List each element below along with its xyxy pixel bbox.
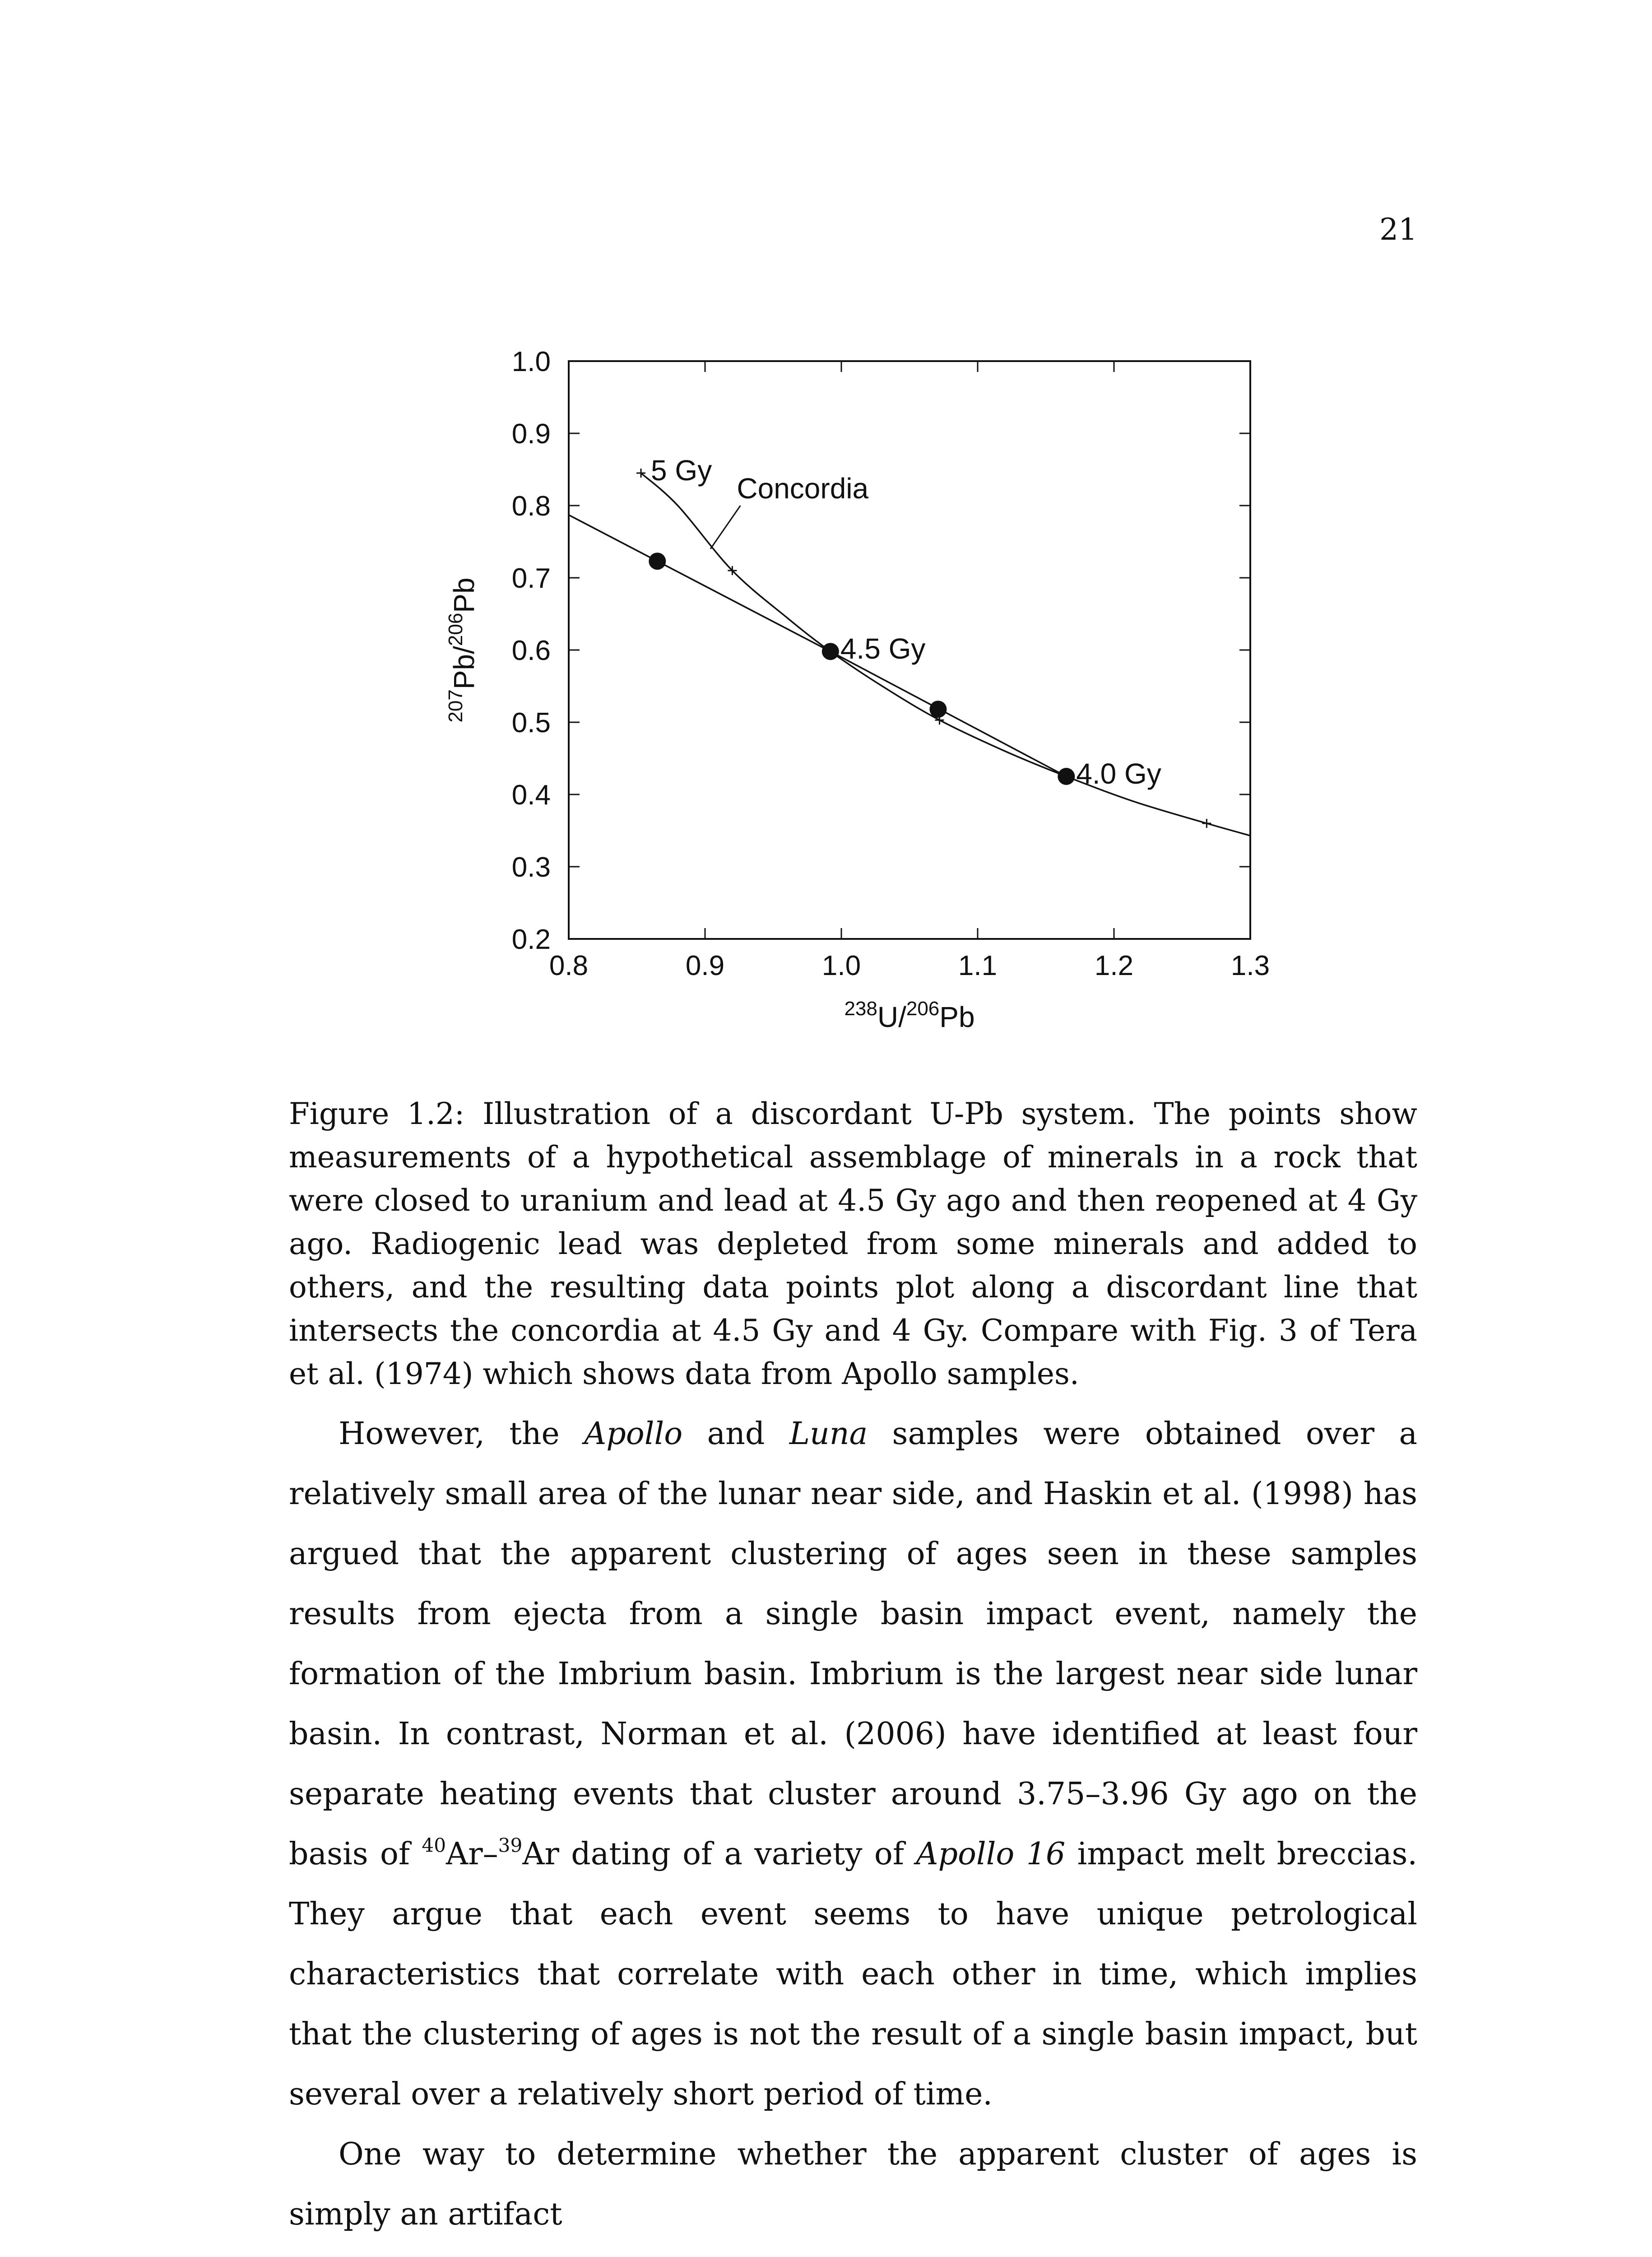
discordia-line xyxy=(569,515,1066,776)
x-tick-label-5: 1.3 xyxy=(1230,950,1270,981)
x-axis-label xyxy=(844,998,974,1033)
data-point-2 xyxy=(929,701,947,718)
y-label-sup-2: 206 xyxy=(445,613,467,646)
x-label-base-1: U/ xyxy=(877,1001,906,1033)
y-tick-label-4: 0.6 xyxy=(511,635,551,666)
y-label-base-1: Pb/ xyxy=(448,646,480,690)
p1-italic-apollo: Apollo xyxy=(584,1416,683,1452)
x-tick-labels xyxy=(549,950,1270,981)
y-tick-label-5: 0.7 xyxy=(511,563,551,594)
y-label-base-2: Pb xyxy=(448,577,480,613)
x-tick-label-4: 1.2 xyxy=(1094,950,1134,981)
p1-text-2: and xyxy=(682,1416,789,1452)
y-tick-label-3: 0.5 xyxy=(511,707,551,738)
figure-caption-text: Illustration of a discordant U-Pb system. The points show measurements of a hypothetical assemblage of minerals in a rock that were closed to uranium and lead at 4.5 Gy ago and then reopened at 4 Gy ago. Radiogenic lead was depleted from some minerals and added to others, and the resulting data points plot along a discordant line that intersects the concordia at 4.5 Gy and 4 Gy. Compare with Fig. 3 of Tera et al. (1974) which shows data from Apollo samples. xyxy=(289,1096,1417,1391)
x-label-base-2: Pb xyxy=(939,1001,975,1033)
x-tick-label-2: 1.0 xyxy=(821,950,861,981)
y-tick-label-0: 0.2 xyxy=(511,924,551,955)
p1-text-1: However, the xyxy=(339,1416,585,1452)
data-point-3 xyxy=(1058,768,1075,785)
body-text xyxy=(289,1404,1417,2244)
y-tick-label-6: 0.8 xyxy=(511,491,551,522)
p1-text-3: samples were obtained over a relatively small area of the lunar near side, and Haskin et al. (1998) has argued that the apparent clustering of ages seen in these samples results from ejecta from a single basin impact event, namely the formation of the Imbrium basin. Imbrium is the largest near side lunar basin. In contrast, Norman et al. (2006) have identified at least four separate heating events that cluster around 3.75–3.96 Gy ago on the basis of xyxy=(289,1416,1417,1872)
p1-sup-39: 39 xyxy=(498,1834,523,1857)
y-tick-labels xyxy=(512,346,551,955)
y-tick-label-8: 1.0 xyxy=(511,346,551,377)
y-label-sup-1: 207 xyxy=(445,689,467,723)
page-number: 21 xyxy=(1379,212,1417,247)
concordia-label-leader xyxy=(710,506,740,549)
age-annotation-2: 4.0 Gy xyxy=(1076,757,1161,790)
age-annotation-1: 4.5 Gy xyxy=(840,632,926,665)
x-tick-label-0: 0.8 xyxy=(549,950,589,981)
data-point-0 xyxy=(649,553,666,570)
y-tick-label-2: 0.4 xyxy=(511,780,551,811)
concordia-chart xyxy=(406,325,1309,1056)
data-point-1 xyxy=(822,643,839,660)
p1-text-6: impact melt breccias. They argue that each event seems to have unique petrological characteristics that correlate with each other in time, which implies that the clustering of ages is not the result of a single basin impact, but several over a relatively short period of time. xyxy=(289,1836,1417,2112)
p1-italic-apollo-16: Apollo 16 xyxy=(916,1836,1066,1872)
concordia-figure xyxy=(406,325,1309,1058)
age-annotation-0: 5 Gy xyxy=(651,454,712,487)
figure-caption-label: Figure 1.2: xyxy=(289,1096,465,1131)
x-label-sup-2: 206 xyxy=(906,998,940,1020)
paragraph-1 xyxy=(289,1404,1417,2124)
y-axis-label xyxy=(445,577,480,722)
age-mark-5 xyxy=(1202,819,1211,828)
y-tick-label-1: 0.3 xyxy=(511,852,551,883)
age-annotations xyxy=(651,454,1161,790)
p1-text-4: Ar– xyxy=(446,1836,498,1872)
paragraph-2: One way to determine whether the apparent cluster of ages is simply an artifact xyxy=(289,2136,1417,2232)
p1-sup-40: 40 xyxy=(422,1834,446,1857)
concordia-label: Concordia xyxy=(737,472,869,505)
p1-text-5: Ar dating of a variety of xyxy=(522,1836,916,1872)
x-tick-label-1: 0.9 xyxy=(685,950,725,981)
y-tick-label-7: 0.9 xyxy=(511,418,551,450)
x-label-sup-1: 238 xyxy=(844,998,877,1020)
x-tick-label-3: 1.1 xyxy=(958,950,998,981)
figure-caption xyxy=(289,1092,1417,1396)
p1-italic-luna: Luna xyxy=(789,1416,868,1452)
